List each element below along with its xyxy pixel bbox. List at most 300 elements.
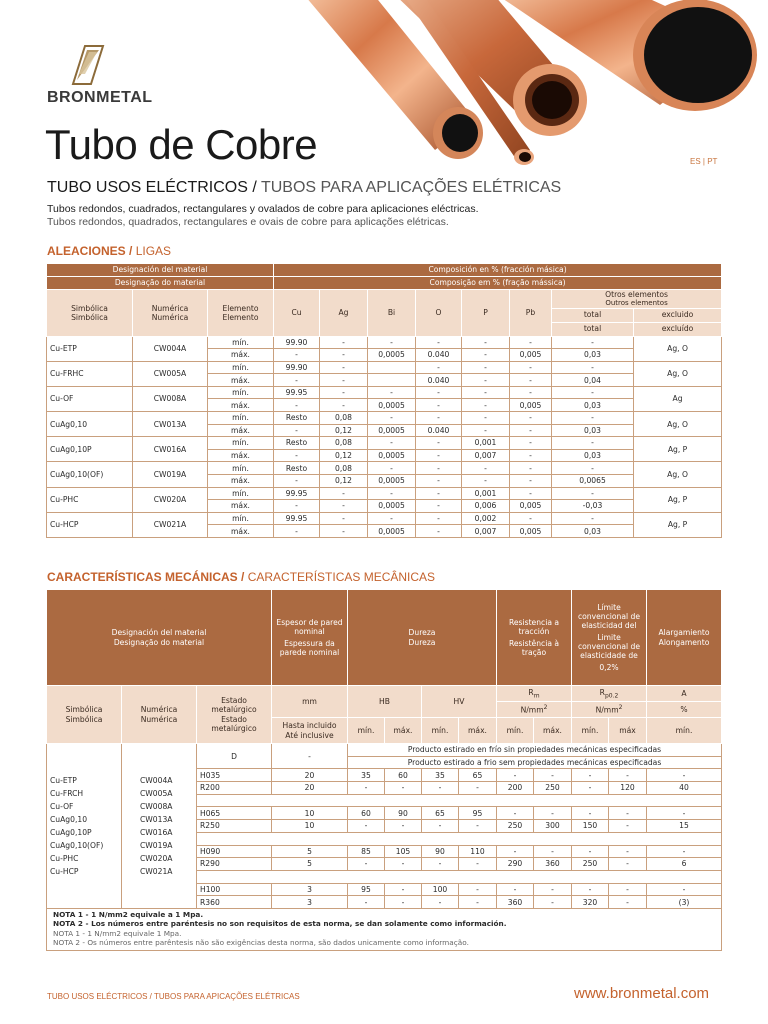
mech-value: - — [459, 820, 497, 833]
alloy-row — [47, 512, 722, 525]
mech-value: 10 — [272, 820, 348, 833]
alloy-value: - — [510, 475, 552, 488]
alloy-limit: mín. — [208, 487, 274, 500]
hdr-symbolic: Simbólica Simbólica — [47, 290, 133, 337]
alloy-value: 0,001 — [462, 437, 510, 450]
alloys-heading-es: ALEACIONES / — [47, 244, 133, 258]
alloy-value: 0,03 — [552, 424, 634, 437]
alloy-value: -0,03 — [552, 500, 634, 513]
alloy-value: - — [320, 525, 368, 538]
alloy-value: - — [510, 462, 552, 475]
alloy-value: 0,12 — [320, 475, 368, 488]
mech-value: H090 — [197, 845, 272, 858]
hdr-excl: excluido — [634, 308, 722, 322]
hdr-numeric: Numérica Numérica — [133, 290, 208, 337]
alloy-value: - — [320, 500, 368, 513]
alloy-excluded: Ag, O — [634, 412, 722, 437]
alloy-value: 0,006 — [462, 500, 510, 513]
alloy-value: - — [274, 349, 320, 362]
m-hdr-tensile: Resistencia a tracción Resistência à tração — [497, 590, 572, 686]
alloy-value: 0,005 — [510, 500, 552, 513]
m-hdr-upto: Hasta incluido Até inclusive — [272, 718, 348, 744]
mech-value: - — [647, 845, 722, 858]
alloy-value: 0,12 — [320, 449, 368, 462]
mech-rows — [47, 744, 722, 909]
alloy-value: - — [552, 336, 634, 349]
mech-value: - — [348, 896, 385, 909]
alloy-value: 0,03 — [552, 525, 634, 538]
alloy-value: - — [274, 500, 320, 513]
mech-value: H035 — [197, 769, 272, 782]
alloy-value: - — [320, 512, 368, 525]
alloy-value: 0,03 — [552, 399, 634, 412]
mech-value: 250 — [534, 782, 572, 795]
hdr-other: Otros elementos Outros elementos — [552, 290, 722, 309]
alloy-value: - — [368, 462, 416, 475]
mech-value: 20 — [272, 769, 348, 782]
mech-value: - — [348, 858, 385, 871]
alloy-excluded: Ag, P — [634, 437, 722, 462]
mech-value: - — [459, 782, 497, 795]
alloy-value: - — [320, 361, 368, 374]
alloy-value: - — [320, 487, 368, 500]
mech-value: 65 — [422, 807, 459, 820]
mech-value: 360 — [497, 896, 534, 909]
alloy-excluded: Ag, O — [634, 462, 722, 487]
alloy-limit: máx. — [208, 399, 274, 412]
mech-value: 105 — [385, 845, 422, 858]
alloys-heading — [47, 244, 171, 258]
alloy-value: - — [416, 386, 462, 399]
alloy-symbolic: Cu-ETP — [47, 336, 133, 361]
alloy-value: - — [320, 336, 368, 349]
alloy-value: 0,005 — [510, 525, 552, 538]
alloy-value: - — [462, 399, 510, 412]
mech-row-d — [47, 744, 722, 757]
alloy-value: - — [274, 424, 320, 437]
mech-value: 40 — [647, 782, 722, 795]
mech-value: - — [534, 845, 572, 858]
alloy-value: - — [462, 475, 510, 488]
subtitle-pt: TUBOS PARA APLICAÇÕES ELÉTRICAS — [260, 179, 562, 196]
alloy-value: 0.040 — [416, 349, 462, 362]
mech-value: - — [572, 769, 609, 782]
mech-value: - — [422, 896, 459, 909]
m-hdr-rp: $R_{p0.2}$ — [572, 686, 647, 702]
alloy-row — [47, 462, 722, 475]
alloy-symbolic: CuAg0,10P — [47, 437, 133, 462]
alloy-numeric: CW021A — [133, 512, 208, 537]
alloy-value: 0.040 — [416, 374, 462, 387]
mech-value: 200 — [497, 782, 534, 795]
mech-value: - — [534, 769, 572, 782]
alloy-value: - — [462, 349, 510, 362]
m-hdr-hardness: Dureza Dureza — [348, 590, 497, 686]
alloy-numeric: CW004A — [133, 336, 208, 361]
mech-value: - — [348, 782, 385, 795]
alloy-value: - — [416, 462, 462, 475]
alloy-value: 0,001 — [462, 487, 510, 500]
alloy-value: 0,04 — [552, 374, 634, 387]
alloy-numeric: CW016A — [133, 437, 208, 462]
mech-value: - — [534, 807, 572, 820]
mech-value: - — [647, 883, 722, 896]
alloy-excluded: Ag — [634, 386, 722, 411]
alloys-heading-pt: LIGAS — [135, 244, 172, 258]
alloy-value: - — [416, 487, 462, 500]
alloy-value: - — [552, 361, 634, 374]
hdr-designation: Designación del material — [47, 264, 274, 277]
hdr-pb: Pb — [510, 290, 552, 337]
alloy-value: - — [320, 349, 368, 362]
alloy-value: - — [510, 336, 552, 349]
mech-value: 250 — [497, 820, 534, 833]
alloy-value: Resto — [274, 462, 320, 475]
mech-value: - — [572, 845, 609, 858]
alloy-value: 0,005 — [510, 349, 552, 362]
description — [47, 203, 479, 229]
alloy-numeric: CW013A — [133, 412, 208, 437]
brand-name: BRONMETAL — [47, 89, 153, 106]
mech-value: 20 — [272, 782, 348, 795]
alloy-limit: mín. — [208, 412, 274, 425]
alloy-limit: mín. — [208, 336, 274, 349]
alloy-value: 0,0065 — [552, 475, 634, 488]
mech-value: - — [422, 858, 459, 871]
mech-value: - — [609, 858, 647, 871]
alloy-symbolic: CuAg0,10(OF) — [47, 462, 133, 487]
mech-value: R250 — [197, 820, 272, 833]
mech-symbolic-list: Cu-ETP Cu-FRCH Cu-OF CuAg0,10 CuAg0,10P CuAg0,10(OF) Cu-PHC Cu-HCP — [47, 744, 122, 909]
mech-value: R360 — [197, 896, 272, 909]
mech-value: H100 — [197, 883, 272, 896]
mech-notes: NOTA 1 - 1 N/mm2 equivale a 1 Mpa. NOTA 2 - Los números entre paréntesis no son requisitos de esta norma, se dan solamente como información. NOTA 1 - 1 N/mm2 equivale 1 Mpa. NOTA 2 - Os números entre parêntesis não são exigências desta norma, são dados unicamente como informação. — [47, 908, 722, 950]
mech-value: - — [497, 807, 534, 820]
alloy-symbolic: Cu-OF — [47, 386, 133, 411]
alloy-symbolic: Cu-HCP — [47, 512, 133, 537]
mech-value: - — [459, 883, 497, 896]
alloy-value: 0,0005 — [368, 525, 416, 538]
subtitle — [47, 179, 561, 197]
mech-value: 65 — [459, 769, 497, 782]
alloy-value: 0,0005 — [368, 449, 416, 462]
alloy-value: - — [510, 437, 552, 450]
alloy-value: Resto — [274, 437, 320, 450]
mech-value: - — [497, 769, 534, 782]
m-hdr-a: A — [647, 686, 722, 702]
mech-value: 85 — [348, 845, 385, 858]
mech-value: 120 — [609, 782, 647, 795]
mech-value: 90 — [422, 845, 459, 858]
alloy-value: - — [552, 487, 634, 500]
hdr-p: P — [462, 290, 510, 337]
mech-value: 60 — [385, 769, 422, 782]
mech-value: - — [497, 883, 534, 896]
alloy-numeric: CW005A — [133, 361, 208, 386]
hdr-total: total — [552, 308, 634, 322]
alloy-value: 0,007 — [462, 449, 510, 462]
mech-value: - — [422, 782, 459, 795]
alloy-value: 99.95 — [274, 487, 320, 500]
mech-value: 35 — [422, 769, 459, 782]
alloy-value: - — [368, 412, 416, 425]
alloy-value: - — [462, 336, 510, 349]
mech-heading — [47, 570, 435, 584]
mech-table: Designación del material Designação do material Espesor de pared nominal Espessura da parede nominal Dureza Dureza Resistencia a tracción Resistência à tração Límite convencional de elasticidad del Limite convencional de elasticidade de 0,2% Alargamiento Alongamento Simbólica Simbólica Numérica Numérica Estado metalúrgico Estado metalúrgico mm HB HV $R_m$ $R_{p0.2}$ A $N/mm^2$ $N/mm^2$ % Hasta incluido Até inclusive mín. máx. mín. máx. mín. máx. mín. máx mín. Cu-ETP Cu-FRCH Cu-OF CuAg0,10 CuAg0,10P CuAg0,10(OF) Cu-PHC Cu-HCP CW004A CW005A CW008A CW013A CW016A CW019A CW020A CW021A D - Producto estirado en frío sin propiedades mecánicas especificadas Producto estirado a frio sem propiedades mecánicas especificadas H035 20 35 60 35 65 - - - - - R200 20 - - - - 200 250 - 120 40 H065 10 60 90 65 95 - - - - - R250 10 - - - - 250 300 150 - 15 H090 5 85 105 90 110 - - - - - R290 5 - - - - 290 360 250 - 6 H100 3 95 - 100 - - - - - - R360 3 - - - - 360 - 320 - (3) NOTA 1 - 1 N/mm2 equivale a 1 Mpa. NOTA 2 - Los números entre paréntesis no son requisitos de esta norma, se dan solamente como información. NOTA 1 - 1 N/mm2 equivale 1 Mpa. NOTA 2 - Os números entre parêntesis não são exigências desta norma, são dados unicamente como informação. — [46, 589, 722, 951]
alloy-row — [47, 412, 722, 425]
alloy-value: - — [274, 399, 320, 412]
alloy-value: - — [552, 512, 634, 525]
mech-value: 110 — [459, 845, 497, 858]
mech-value: - — [385, 896, 422, 909]
mech-value: 150 — [572, 820, 609, 833]
alloy-limit: mín. — [208, 437, 274, 450]
mech-value: R290 — [197, 858, 272, 871]
alloy-value: - — [368, 487, 416, 500]
m-hdr-nmm-2: $N/mm^2$ — [572, 702, 647, 718]
alloy-value: - — [552, 462, 634, 475]
mech-value: (3) — [647, 896, 722, 909]
alloy-value: 0,002 — [462, 512, 510, 525]
alloy-value: 0,03 — [552, 349, 634, 362]
alloy-value: 0,08 — [320, 412, 368, 425]
alloys-rows — [47, 336, 722, 538]
alloy-value: - — [416, 475, 462, 488]
alloy-limit: máx. — [208, 374, 274, 387]
mech-value: 95 — [348, 883, 385, 896]
alloy-limit: máx. — [208, 500, 274, 513]
m-hdr-hb: HB — [348, 686, 422, 718]
alloy-value: - — [552, 386, 634, 399]
alloy-value: 0.040 — [416, 424, 462, 437]
alloys-table: Designación del material Composición en % (fracción másica) Designação do material Composição em % (fração mássica) Simbólica Simbólica Numérica Numérica Elemento Elemento Cu Ag Bi O P Pb Otros elementos Outros elementos total excluido total excluído Cu-ETP CW004A mín. 99.90 - - - - - - Ag, O máx. - - 0,0005 0.040 - 0,005 0,03 Cu-FRHC CW005A mín. 99.90 - - - - - Ag, O máx. - - 0.040 - - 0,04 Cu-OF CW008A mín. 99.95 - - - - - - Ag máx. - - 0,0005 - - 0,005 0,03 CuAg0,10 CW013A mín. Resto 0,08 - - - - - Ag, O máx. - 0,12 0,0005 0.040 - - 0,03 CuAg0,10P CW016A mín. Resto 0,08 - - 0,001 - - Ag, P máx. - 0,12 0,0005 - 0,007 - 0,03 CuAg0,10(OF) CW019A mín. Resto 0,08 - - - - - Ag, O máx. - 0,12 0,0005 - - - 0,0065 Cu-PHC CW020A mín. 99.95 - - - 0,001 - - Ag, P máx. - - 0,0005 - 0,006 0,005 -0,03 Cu-HCP CW021A mín. 99.95 - - - 0,002 - - Ag, P máx. - - 0,0005 - 0,007 0,005 0,03 — [46, 263, 722, 538]
mech-note-d-es: Producto estirado en frío sin propiedades mecánicas especificadas — [348, 744, 722, 757]
alloy-value: 99.95 — [274, 512, 320, 525]
m-hdr-hv: HV — [422, 686, 497, 718]
alloy-numeric: CW008A — [133, 386, 208, 411]
m-hdr-numeric: Numérica Numérica — [122, 686, 197, 744]
alloy-value: - — [416, 525, 462, 538]
mech-value: 100 — [422, 883, 459, 896]
mech-value: - — [647, 807, 722, 820]
alloy-value: 0,03 — [552, 449, 634, 462]
mech-value: 300 — [534, 820, 572, 833]
hdr-composition: Composición en % (fracción másica) — [274, 264, 722, 277]
mech-value: - — [385, 883, 422, 896]
alloy-limit: máx. — [208, 525, 274, 538]
mech-value: - — [385, 858, 422, 871]
alloy-value: - — [416, 412, 462, 425]
alloy-value: - — [274, 449, 320, 462]
alloy-row — [47, 336, 722, 349]
mech-value: 15 — [647, 820, 722, 833]
alloy-value: - — [416, 361, 462, 374]
alloy-row — [47, 361, 722, 374]
alloy-value: 0,0005 — [368, 475, 416, 488]
alloy-value: 99.90 — [274, 336, 320, 349]
m-hdr-rm: $R_m$ — [497, 686, 572, 702]
mech-numeric-list: CW004A CW005A CW008A CW013A CW016A CW019A CW020A CW021A — [122, 744, 197, 909]
mech-value: - — [385, 820, 422, 833]
alloy-row — [47, 386, 722, 399]
language-switch[interactable]: ES | PT — [690, 157, 718, 166]
website-link[interactable]: www.bronmetal.com — [574, 985, 710, 1002]
alloy-value: - — [510, 512, 552, 525]
alloy-value: - — [320, 374, 368, 387]
mech-value: - — [647, 769, 722, 782]
alloy-numeric: CW019A — [133, 462, 208, 487]
mech-value: - — [609, 807, 647, 820]
mech-value: - — [348, 820, 385, 833]
alloy-value: 0,007 — [462, 525, 510, 538]
alloy-limit: máx. — [208, 349, 274, 362]
m-hdr-mm: mm — [272, 686, 348, 718]
alloy-value: - — [368, 437, 416, 450]
alloy-value: - — [368, 512, 416, 525]
alloy-value: - — [552, 437, 634, 450]
mech-heading-pt: CARACTERÍSTICAS MECÂNICAS — [247, 570, 436, 584]
alloy-value: Resto — [274, 412, 320, 425]
alloy-value: - — [320, 399, 368, 412]
alloy-value: - — [462, 374, 510, 387]
alloy-value: - — [462, 412, 510, 425]
alloy-limit: mín. — [208, 386, 274, 399]
alloy-value: - — [416, 336, 462, 349]
hdr-element: Elemento Elemento — [208, 290, 274, 337]
mech-thickness: - — [272, 744, 348, 769]
page-title: Tubo de Cobre — [45, 121, 318, 168]
alloy-value: 99.95 — [274, 386, 320, 399]
alloy-symbolic: CuAg0,10 — [47, 412, 133, 437]
description-pt: Tubos redondos, quadrados, rectangulares e ovais de cobre para aplicações elétricas. — [47, 216, 449, 228]
hdr-o: O — [416, 290, 462, 337]
alloy-value: - — [368, 336, 416, 349]
alloy-value: 0,0005 — [368, 399, 416, 412]
alloy-value: 0,12 — [320, 424, 368, 437]
mech-value: - — [609, 883, 647, 896]
alloy-value: - — [320, 386, 368, 399]
mech-value: 320 — [572, 896, 609, 909]
m-hdr-thickness: Espesor de pared nominal Espessura da parede nominal — [272, 590, 348, 686]
m-hdr-elong: Alargamiento Alongamento — [647, 590, 722, 686]
alloy-value: - — [510, 449, 552, 462]
mech-value: - — [572, 883, 609, 896]
hdr-cu: Cu — [274, 290, 320, 337]
mech-value: - — [609, 845, 647, 858]
m-hdr-nmm-1: $N/mm^2$ — [497, 702, 572, 718]
alloy-row — [47, 487, 722, 500]
mech-value: 10 — [272, 807, 348, 820]
mech-value: - — [534, 896, 572, 909]
mech-value: H065 — [197, 807, 272, 820]
mech-value: - — [609, 769, 647, 782]
mech-value: 35 — [348, 769, 385, 782]
mech-value: 290 — [497, 858, 534, 871]
alloy-value: 0,08 — [320, 462, 368, 475]
mech-value: 6 — [647, 858, 722, 871]
alloy-value: - — [510, 424, 552, 437]
alloy-value: - — [368, 386, 416, 399]
alloy-value: 0,0005 — [368, 349, 416, 362]
mech-value: 3 — [272, 883, 348, 896]
hdr-bi: Bi — [368, 290, 416, 337]
alloy-row — [47, 437, 722, 450]
alloy-excluded: Ag, P — [634, 487, 722, 512]
m-hdr-yield: Límite convencional de elasticidad del Limite convencional de elasticidade de 0,2% — [572, 590, 647, 686]
alloy-value: - — [274, 525, 320, 538]
mech-value: - — [459, 858, 497, 871]
mech-value: - — [572, 782, 609, 795]
alloy-value: - — [462, 361, 510, 374]
alloy-symbolic: Cu-PHC — [47, 487, 133, 512]
alloy-value: - — [510, 386, 552, 399]
alloy-limit: máx. — [208, 424, 274, 437]
footer-title: TUBO USOS ELÉCTRICOS / TUBOS PARA APICAÇÕES ELÉTRICAS — [47, 992, 300, 1001]
alloy-value: - — [274, 475, 320, 488]
alloy-value: 0,0005 — [368, 424, 416, 437]
hdr-ag: Ag — [320, 290, 368, 337]
mech-value: - — [534, 883, 572, 896]
alloy-value: - — [510, 412, 552, 425]
alloy-limit: mín. — [208, 462, 274, 475]
alloy-value: - — [510, 374, 552, 387]
mech-value: - — [609, 896, 647, 909]
mech-value: R200 — [197, 782, 272, 795]
alloy-limit: máx. — [208, 475, 274, 488]
alloy-value: 0,0005 — [368, 500, 416, 513]
alloy-excluded: Ag, O — [634, 336, 722, 361]
subtitle-es: TUBO USOS ELÉCTRICOS / — [47, 179, 257, 196]
alloy-limit: máx. — [208, 449, 274, 462]
mech-state: D — [197, 744, 272, 769]
alloy-value: - — [416, 449, 462, 462]
copper-tubes-image — [240, 0, 768, 175]
mech-value: 250 — [572, 858, 609, 871]
alloy-value: 99.90 — [274, 361, 320, 374]
mech-value: 360 — [534, 858, 572, 871]
alloy-value: - — [416, 500, 462, 513]
mech-value: - — [609, 820, 647, 833]
alloy-numeric: CW020A — [133, 487, 208, 512]
mech-value: - — [422, 820, 459, 833]
alloy-value: - — [462, 424, 510, 437]
m-hdr-state: Estado metalúrgico Estado metalúrgico — [197, 686, 272, 744]
mech-value: 3 — [272, 896, 348, 909]
mech-value: - — [572, 807, 609, 820]
mech-value: 5 — [272, 858, 348, 871]
alloy-value: - — [510, 487, 552, 500]
alloy-value: - — [510, 361, 552, 374]
alloy-symbolic: Cu-FRHC — [47, 361, 133, 386]
alloy-excluded: Ag, O — [634, 361, 722, 386]
alloy-value: - — [552, 412, 634, 425]
alloy-value: - — [462, 462, 510, 475]
mech-value: - — [497, 845, 534, 858]
mech-value: - — [459, 896, 497, 909]
mech-value: 60 — [348, 807, 385, 820]
mech-value: - — [385, 782, 422, 795]
alloy-value: 0,005 — [510, 399, 552, 412]
m-hdr-symbolic: Simbólica Simbólica — [47, 686, 122, 744]
alloy-value — [368, 374, 416, 387]
alloy-value — [368, 361, 416, 374]
description-es: Tubos redondos, cuadrados, rectangulares y ovalados de cobre para aplicaciones eléctricas. — [47, 203, 479, 215]
alloy-value: - — [462, 386, 510, 399]
m-hdr-pct: % — [647, 702, 722, 718]
mech-note-d-pt: Producto estirado a frio sem propiedades mecánicas especificadas — [348, 756, 722, 769]
alloy-limit: mín. — [208, 512, 274, 525]
mech-value: 95 — [459, 807, 497, 820]
